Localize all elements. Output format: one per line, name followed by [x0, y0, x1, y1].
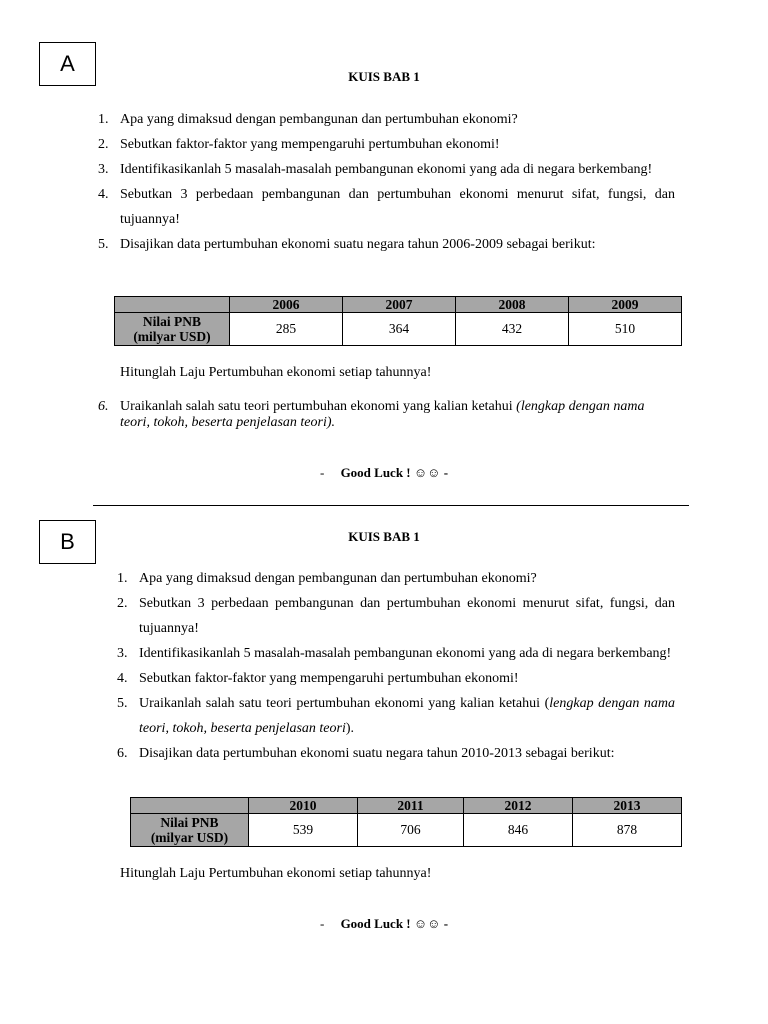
question-item: 6. Uraikanlah salah satu teori pertumbuhan ekonomi yang kalian ketahui (lengkap dengan nama teori, tokoh, beserta penjelasan teori).: [98, 399, 645, 430]
table-cell: 706: [357, 814, 463, 847]
question-item: 3. Identifikasikanlah 5 masalah-masalah pembangunan ekonomi yang ada di negara berkembang!: [98, 162, 653, 177]
table-year-header: 2012: [464, 798, 573, 814]
question-item: 1. Apa yang dimaksud dengan pembangunan dan pertumbuhan ekonomi?: [98, 112, 518, 127]
table-cell: 539: [249, 814, 358, 847]
table-cell: 364: [343, 313, 456, 346]
quiz-a-title: KUIS BAB 1: [348, 69, 420, 84]
question-item: 2. Sebutkan 3 perbedaan pembangunan dan pertumbuhan ekonomi menurut sifat, fungsi, dan tujuannya!: [117, 596, 675, 636]
question-item: 1. Apa yang dimaksud dengan pembangunan dan pertumbuhan ekonomi?: [117, 571, 537, 586]
question-item: 4. Sebutkan 3 perbedaan pembangunan dan pertumbuhan ekonomi menurut sifat, fungsi, dan tujuannya!: [98, 187, 675, 227]
table-row-label: Nilai PNB (milyar USD): [131, 814, 249, 847]
quiz-a-instruction: Hitunglah Laju Pertumbuhan ekonomi setiap tahunnya!: [120, 365, 432, 380]
table-cell: 432: [456, 313, 569, 346]
quiz-b-pnb-table: [130, 797, 682, 847]
table-row-label: Nilai PNB (milyar USD): [115, 313, 230, 346]
table-corner: [115, 297, 230, 313]
question-item: 4. Sebutkan faktor-faktor yang mempengaruhi pertumbuhan ekonomi!: [117, 671, 519, 686]
quiz-b-label: B: [39, 520, 96, 564]
table-corner: [131, 798, 249, 814]
table-year-header: 2010: [249, 798, 358, 814]
quiz-b-title: KUIS BAB 1: [348, 529, 420, 544]
quiz-b-question-list: [117, 566, 675, 766]
table-cell: 510: [569, 313, 682, 346]
table-cell: 846: [464, 814, 573, 847]
quiz-a-label: A: [39, 42, 96, 86]
quiz-b-instruction: Hitunglah Laju Pertumbuhan ekonomi setiap tahunnya!: [120, 866, 432, 881]
table-year-header: 2006: [230, 297, 343, 313]
quiz-a-question-list: [98, 107, 675, 257]
table-year-header: 2008: [456, 297, 569, 313]
quiz-a-question-6: [98, 399, 675, 431]
table-cell: 878: [573, 814, 682, 847]
table-year-header: 2013: [573, 798, 682, 814]
section-divider: [93, 505, 689, 506]
table-year-header: 2011: [357, 798, 463, 814]
table-cell: 285: [230, 313, 343, 346]
question-item: 2. Sebutkan faktor-faktor yang mempengaruhi pertumbuhan ekonomi!: [98, 137, 500, 152]
question-item: 5. Disajikan data pertumbuhan ekonomi suatu negara tahun 2006-2009 sebagai berikut:: [98, 237, 596, 252]
table-year-header: 2007: [343, 297, 456, 313]
question-item: 3. Identifikasikanlah 5 masalah-masalah pembangunan ekonomi yang ada di negara berkembang!: [117, 646, 672, 661]
question-item: 5. Uraikanlah salah satu teori pertumbuhan ekonomi yang kalian ketahui (lengkap dengan nama teori, tokoh, beserta penjelasan teori).: [117, 696, 675, 736]
quiz-a-good-luck: - Good Luck ! ☺☺ -: [319, 465, 449, 480]
question-item: 6. Disajikan data pertumbuhan ekonomi suatu negara tahun 2010-2013 sebagai berikut:: [117, 746, 615, 761]
quiz-b-good-luck: - Good Luck ! ☺☺ -: [319, 916, 449, 931]
quiz-a-pnb-table: [114, 296, 682, 346]
table-year-header: 2009: [569, 297, 682, 313]
